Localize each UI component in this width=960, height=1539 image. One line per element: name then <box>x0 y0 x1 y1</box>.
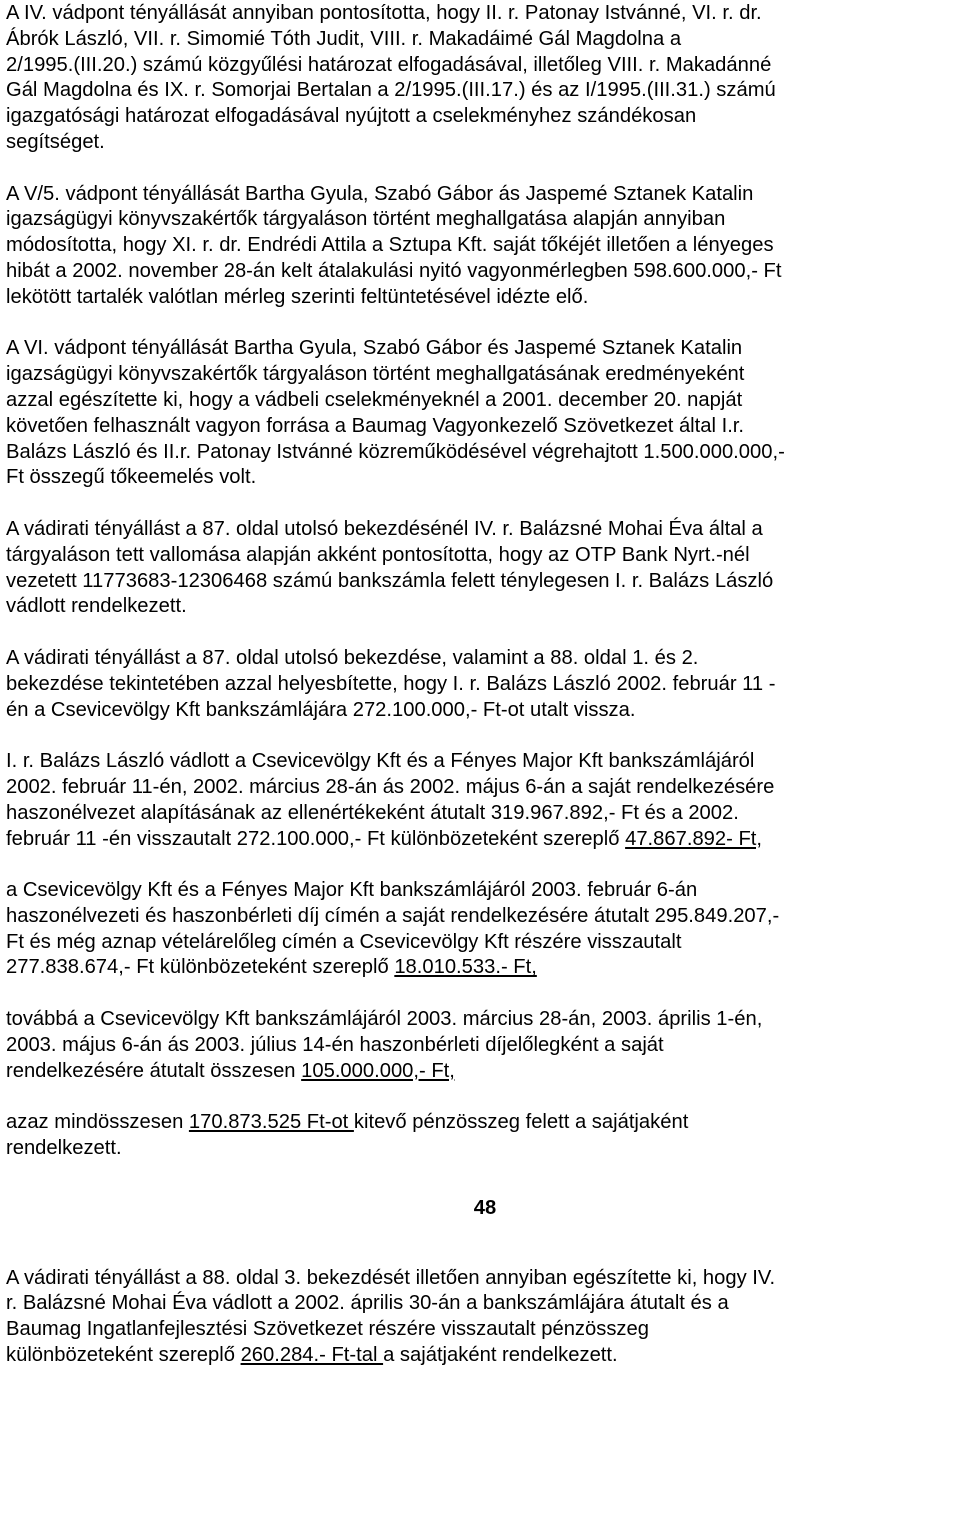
text-line: tárgyaláson tett vallomása alapján akként pontosította, hogy az OTP Bank Nyrt.-nél <box>6 543 750 566</box>
page-number-gap <box>6 1222 954 1266</box>
text-run: különbözeteként szereplő <box>6 1344 241 1367</box>
paragraph-a-v5 <box>6 182 954 311</box>
text-line: A vádirati tényállást a 87. oldal utolsó bekezdésénél IV. r. Balázsné Mohai Éva által a <box>6 517 763 540</box>
text-line <box>6 955 954 981</box>
text-line: bekezdése tekintetében azzal helyesbítette, hogy I. r. Balázs László 2002. február 11 - <box>6 672 776 695</box>
text-line: A vádirati tényállást a 88. oldal 3. bekezdését illetően annyiban egészítette ki, hogy IV. <box>6 1266 776 1289</box>
text-line: A VI. vádpont tényállását Bartha Gyula, Szabó Gábor és Jaspemé Sztanek Katalin <box>6 337 743 360</box>
paragraph-gap <box>6 620 954 646</box>
text-line: haszonélvezeti és haszonbérleti díj címén a saját rendelkezésére átutalt 295.849.207,- <box>6 904 780 927</box>
text-line: I. r. Balázs László vádlott a Csevicevölgy Kft és a Fényes Major Kft bankszámlájáról <box>6 750 755 773</box>
text-line: igazgatósági határozat elfogadásával nyújtott a cselekményhez szándékosan <box>6 105 697 128</box>
document-page <box>6 0 954 1369</box>
text-run: 277.838.674,- Ft különbözeteként szereplő <box>6 956 395 979</box>
text-line: r. Balázsné Mohai Éva vádlott a 2002. április 30-án a bankszámlájára átutalt és a <box>6 1292 729 1315</box>
text-line: módosította, hogy XI. r. dr. Endrédi Attila a Sztupa Kft. saját tőkéjét illetően a lényeges <box>6 234 774 257</box>
text-line: követően felhasznált vagyon forrása a Baumag Vagyonkezelő Szövetkezet által I.r. <box>6 414 745 437</box>
paragraph-correction <box>6 646 954 723</box>
text-line: A vádirati tényállást a 87. oldal utolsó bekezdése, valamint a 88. oldal 1. és 2. <box>6 646 699 669</box>
underlined-amount: 105.000.000,- Ft, <box>301 1059 455 1082</box>
text-line: a Csevicevölgy Kft és a Fényes Major Kft bankszámlájáról 2003. február 6-án <box>6 879 698 902</box>
text-run: azaz mindösszesen <box>6 1111 189 1134</box>
text-line <box>6 1059 954 1085</box>
paragraph-gap <box>6 723 954 749</box>
text-run: február 11 -én visszautalt 272.100.000,- Ft különbözeteként szereplő <box>6 827 626 850</box>
text-run: kitevő pénzösszeg felett a sajátjaként <box>353 1111 689 1134</box>
paragraph-a-vi <box>6 336 954 491</box>
text-line: Ft összegű tőkeemelés volt. <box>6 466 257 489</box>
text-line <box>6 827 954 853</box>
underlined-amount: 47.867.892- Ft, <box>625 827 763 850</box>
text-line <box>6 1343 954 1369</box>
text-line: vádlott rendelkezett. <box>6 595 187 618</box>
text-line: lekötött tartalék valótlan mérleg szerinti feltüntetésével idézte elő. <box>6 285 589 308</box>
paragraph-total <box>6 1110 954 1162</box>
paragraph-gap <box>6 491 954 517</box>
paragraph-page88 <box>6 1266 954 1369</box>
underlined-amount: 18.010.533.- Ft, <box>394 956 537 979</box>
text-run: rendelkezésére átutalt összesen <box>6 1059 302 1082</box>
text-line: haszonélvezet alapításának az ellenértékeként átutalt 319.967.892,- Ft és a 2002. <box>6 801 739 824</box>
text-line: hibát a 2002. november 28-án kelt átalakulási nyitó vagyonmérlegben 598.600.000,- Ft <box>6 259 782 282</box>
text-line: igazságügyi könyvszakértők tárgyaláson történt meghallgatásának eredményeként <box>6 363 745 386</box>
text-line: igazságügyi könyvszakértők tárgyaláson történt meghallgatása alapján annyiban <box>6 208 726 231</box>
paragraph-gap <box>6 156 954 182</box>
text-line: 2002. február 11-én, 2002. március 28-án ás 2002. május 6-án a saját rendelkezésére <box>6 775 775 798</box>
text-line: 2003. május 6-án ás 2003. július 14-én haszonbérleti díjelőlegként a saját <box>6 1033 664 1056</box>
text-line: azzal egészítette ki, hogy a vádbeli cselekményeknél a 2001. december 20. napját <box>6 388 743 411</box>
text-line: rendelkezett. <box>6 1137 122 1160</box>
paragraph-gap <box>6 981 954 1007</box>
underlined-amount: 170.873.525 Ft-ot <box>188 1111 354 1134</box>
paragraph-gap <box>6 852 954 878</box>
paragraph-balazs-2002 <box>6 749 954 852</box>
text-line: Balázs László és II.r. Patonay Istvánné közreműködésével végrehajtott 1.500.000.000,- <box>6 440 785 463</box>
text-line: Gál Magdolna és IX. r. Somorjai Bertalan a 2/1995.(III.17.) és az I/1995.(III.31.) számú <box>6 79 776 102</box>
paragraph-a-iv <box>6 1 954 156</box>
text-line: 2/1995.(III.20.) számú közgyűlési határozat elfogadásával, illetőleg VIII. r. Makadánné <box>6 53 772 76</box>
paragraph-gap <box>6 311 954 337</box>
text-line: Ft és még aznap vételárelőleg címén a Csevicevölgy Kft részére visszautalt <box>6 930 682 953</box>
text-line: segítséget. <box>6 130 105 153</box>
text-line <box>6 1110 954 1136</box>
underlined-amount: 260.284.- Ft-tal <box>240 1344 384 1367</box>
page-number-gap <box>6 1162 954 1196</box>
text-line: én a Csevicevölgy Kft bankszámlájára 272.100.000,- Ft-ot utalt vissza. <box>6 698 636 721</box>
text-line: vezetett 11773683-12306468 számú bankszámla felett ténylegesen I. r. Balázs László <box>6 569 774 592</box>
text-run: a sajátjaként rendelkezett. <box>383 1344 618 1367</box>
text-line: Ábrók László, VII. r. Simomié Tóth Judit, VIII. r. Makadáimé Gál Magdolna a <box>6 27 682 50</box>
paragraph-2003-transfers <box>6 1007 954 1084</box>
paragraph-page87-last <box>6 517 954 620</box>
paragraph-gap <box>6 1084 954 1110</box>
text-line: Baumag Ingatlanfejlesztési Szövetkezet részére visszautalt pénzösszeg <box>6 1318 649 1341</box>
text-line: A IV. vádpont tényállását annyiban pontosította, hogy II. r. Patonay Istvánné, VI. r. dr. <box>6 2 762 24</box>
text-line: továbbá a Csevicevölgy Kft bankszámlájáról 2003. március 28-án, 2003. április 1-én, <box>6 1008 763 1031</box>
text-line: A V/5. vádpont tényállását Bartha Gyula, Szabó Gábor ás Jaspemé Sztanek Katalin <box>6 182 754 205</box>
paragraph-2003-february <box>6 878 954 981</box>
page-number: 48 <box>473 1196 497 1219</box>
